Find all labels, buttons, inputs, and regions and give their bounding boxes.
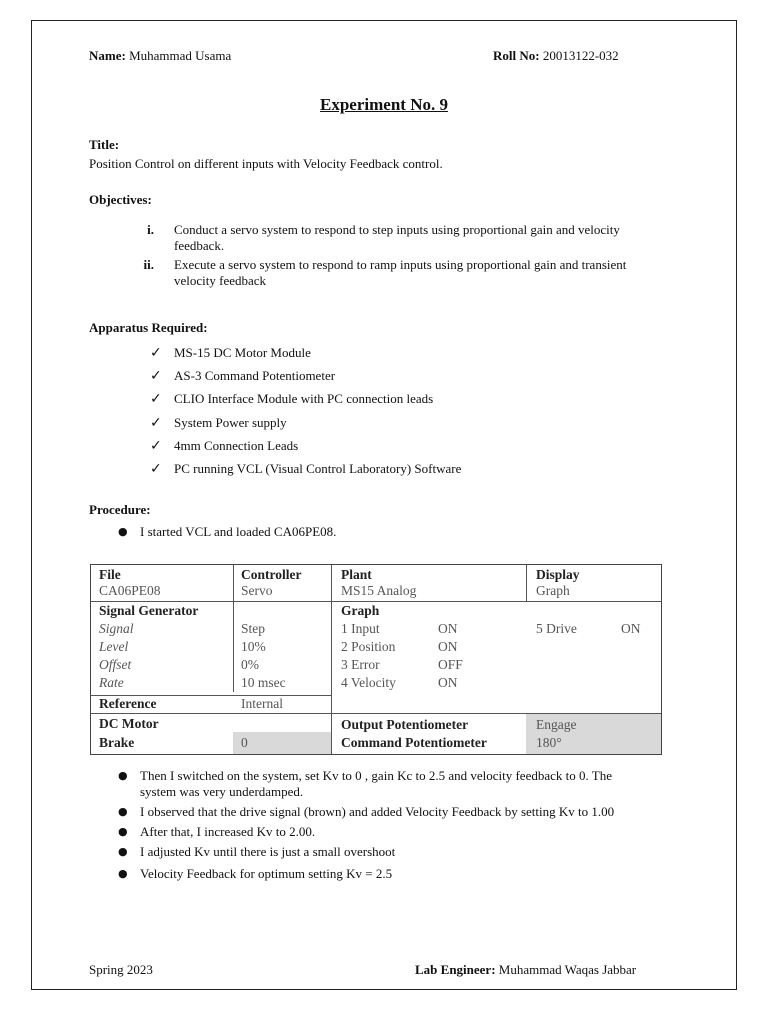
offset-value: 0% bbox=[241, 657, 259, 672]
procedure-steps bbox=[116, 768, 646, 886]
graph-channel-state: OFF bbox=[438, 657, 463, 672]
apparatus-item: ✓ 4mm Connection Leads bbox=[150, 437, 299, 454]
check-icon: ✓ bbox=[150, 391, 162, 408]
title-text: Position Control on different inputs with Velocity Feedback control. bbox=[89, 156, 443, 171]
output-pot-label: Output Potentiometer bbox=[341, 717, 469, 732]
table-divider bbox=[331, 565, 332, 754]
bullet-icon: ● bbox=[118, 825, 128, 838]
signal-generator-label: Signal Generator bbox=[99, 603, 199, 618]
objective-item bbox=[140, 257, 630, 289]
reference-value: Internal bbox=[241, 696, 283, 711]
signal-name: Signal bbox=[99, 621, 134, 636]
procedure-heading: Procedure: bbox=[89, 502, 151, 517]
level-value: 10% bbox=[241, 639, 266, 654]
bullet-icon: ● bbox=[118, 805, 128, 818]
plant-label: Plant bbox=[341, 567, 372, 582]
check-icon: ✓ bbox=[150, 344, 162, 361]
brake-label: Brake bbox=[99, 735, 135, 750]
reference-label: Reference bbox=[99, 696, 157, 711]
objectives-list bbox=[140, 222, 630, 292]
list-item: ● After that, I increased Kv to 2.00. bbox=[118, 824, 316, 839]
command-pot-label: Command Potentiometer bbox=[341, 735, 487, 750]
roll-number: Roll No: 20013122-032 bbox=[493, 48, 619, 63]
table-divider bbox=[91, 601, 661, 602]
student-name: Name: Muhammad Usama bbox=[89, 48, 232, 63]
command-pot-value: 180° bbox=[536, 735, 562, 750]
graph-label: Graph bbox=[341, 603, 380, 618]
display-label: Display bbox=[536, 567, 580, 582]
controller-value: Servo bbox=[241, 583, 273, 598]
level-name: Level bbox=[99, 639, 129, 654]
graph-channel-state: ON bbox=[621, 621, 641, 636]
list-item: ● I adjusted Kv until there is just a small overshoot bbox=[118, 844, 396, 859]
output-pot-value: Engage bbox=[536, 717, 577, 732]
file-value: CA06PE08 bbox=[99, 583, 161, 598]
objectives-heading: Objectives: bbox=[89, 192, 152, 207]
objective-number: i. bbox=[147, 222, 154, 237]
bullet-icon: ● bbox=[118, 769, 128, 782]
apparatus-list bbox=[150, 341, 461, 481]
footer-engineer: Lab Engineer: Muhammad Waqas Jabbar bbox=[415, 962, 637, 977]
apparatus-item: ✓ System Power supply bbox=[150, 414, 287, 431]
table-divider bbox=[526, 565, 527, 601]
bullet-icon: ● bbox=[118, 525, 128, 538]
experiment-title: Experiment No. 9 bbox=[320, 95, 448, 114]
list-item: ● Then I switched on the system, set Kv to 0 , gain Kc to 2.5 and velocity feedback to 0. The system was very underdamped. bbox=[118, 768, 612, 799]
apparatus-item: ✓ MS-15 DC Motor Module bbox=[150, 344, 311, 361]
apparatus-item: ✓ PC running VCL (Visual Control Laboratory) Software bbox=[150, 461, 462, 478]
controller-label: Controller bbox=[241, 567, 302, 582]
title-heading: Title: bbox=[89, 137, 120, 152]
graph-channel-name: 3 Error bbox=[341, 657, 380, 672]
bullet-icon: ● bbox=[118, 867, 128, 880]
objective-text: Execute a servo system to respond to ramp inputs using proportional gain and transient velocity feedback bbox=[174, 257, 627, 288]
display-value: Graph bbox=[536, 583, 570, 598]
list-item: ● I observed that the drive signal (brown) and added Velocity Feedback by setting Kv to 1.00 bbox=[118, 804, 615, 819]
procedure-intro: ● I started VCL and loaded CA06PE08. bbox=[118, 524, 337, 539]
graph-channel-name: 1 Input bbox=[341, 621, 380, 636]
check-icon: ✓ bbox=[150, 367, 162, 384]
graph-channel-name: 4 Velocity bbox=[341, 675, 396, 690]
vcl-settings-table bbox=[90, 564, 662, 755]
graph-channel-state: ON bbox=[438, 621, 458, 636]
check-icon: ✓ bbox=[150, 437, 162, 454]
graph-channel-name: 2 Position bbox=[341, 639, 396, 654]
signal-value: Step bbox=[241, 621, 266, 636]
footer-term: Spring 2023 bbox=[89, 962, 153, 977]
offset-name: Offset bbox=[99, 657, 132, 672]
objective-number: ii. bbox=[143, 257, 154, 272]
table-divider bbox=[233, 565, 234, 692]
dc-motor-label: DC Motor bbox=[99, 716, 159, 731]
apparatus-item: ✓ CLIO Interface Module with PC connection leads bbox=[150, 391, 434, 408]
graph-channel-state: ON bbox=[438, 639, 458, 654]
bullet-icon: ● bbox=[118, 845, 128, 858]
objective-text: Conduct a servo system to respond to step inputs using proportional gain and velocity feedback. bbox=[174, 222, 620, 253]
graph-channel-state: ON bbox=[438, 675, 458, 690]
objective-item bbox=[140, 222, 630, 254]
rate-name: Rate bbox=[99, 675, 124, 690]
plant-value: MS15 Analog bbox=[341, 583, 417, 598]
file-label: File bbox=[99, 567, 121, 582]
check-icon: ✓ bbox=[150, 461, 162, 478]
graph-channel-name: 5 Drive bbox=[536, 621, 577, 636]
apparatus-item: ✓ AS-3 Command Potentiometer bbox=[150, 367, 336, 384]
rate-value: 10 msec bbox=[241, 675, 286, 690]
brake-value: 0 bbox=[241, 735, 248, 750]
check-icon: ✓ bbox=[150, 414, 162, 431]
apparatus-heading: Apparatus Required: bbox=[89, 320, 208, 335]
list-item: ● Velocity Feedback for optimum setting Kv = 2.5 bbox=[118, 866, 393, 881]
